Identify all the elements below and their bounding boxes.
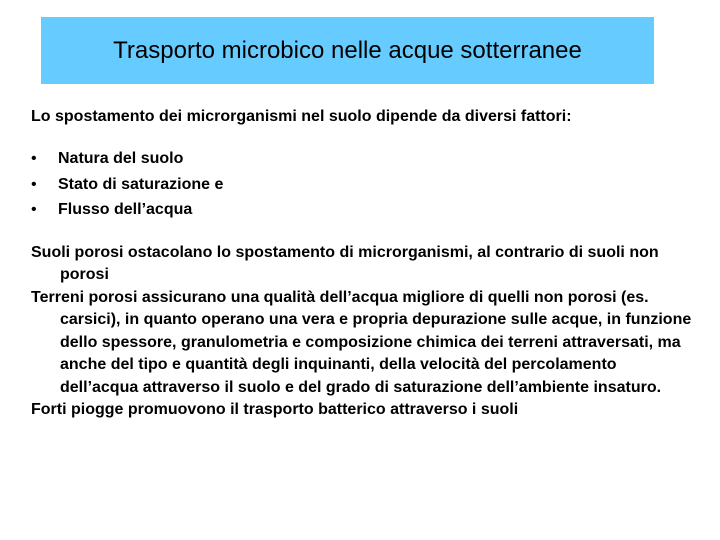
paragraph-porous-terrains: Terreni porosi assicurano una qualità dell’acqua migliore di quelli non porosi (es. carsici), in quanto operano una vera e propria depurazione sulle acque, in funzione dello spessore, granulometria e composizione chimica dei terreni attraversati, ma anche del tipo e quantità degli inquinanti, della velocità del percolamento dell’acqua attraverso il suolo e del grado di saturazione dell’ambiente insaturo.: [31, 288, 692, 396]
bullet-icon: •: [31, 201, 37, 218]
slide-body: [31, 105, 693, 422]
list-item: [31, 197, 693, 223]
list-item-text: Flusso dell’acqua: [58, 201, 193, 218]
factor-list: [31, 146, 693, 223]
bullet-icon: •: [31, 175, 37, 193]
bullet-icon: •: [31, 150, 37, 167]
title-banner: [41, 17, 654, 84]
paragraph-porous-soils: Suoli porosi ostacolano lo spostamento di microrganismi, al contrario di suoli non porosi: [31, 243, 659, 283]
paragraph-heavy-rain: Forti piogge promuovono il trasporto batterico attraverso i suoli: [31, 401, 519, 418]
intro-text: Lo spostamento dei microrganismi nel suolo dipende da diversi fattori:: [31, 108, 572, 125]
slide-title: Trasporto microbico nelle acque sotterranee: [113, 36, 582, 64]
list-item: [31, 172, 693, 198]
list-item-text: Stato di saturazione e: [58, 175, 224, 193]
list-item: [31, 146, 693, 172]
list-item-text: Natura del suolo: [58, 150, 184, 167]
